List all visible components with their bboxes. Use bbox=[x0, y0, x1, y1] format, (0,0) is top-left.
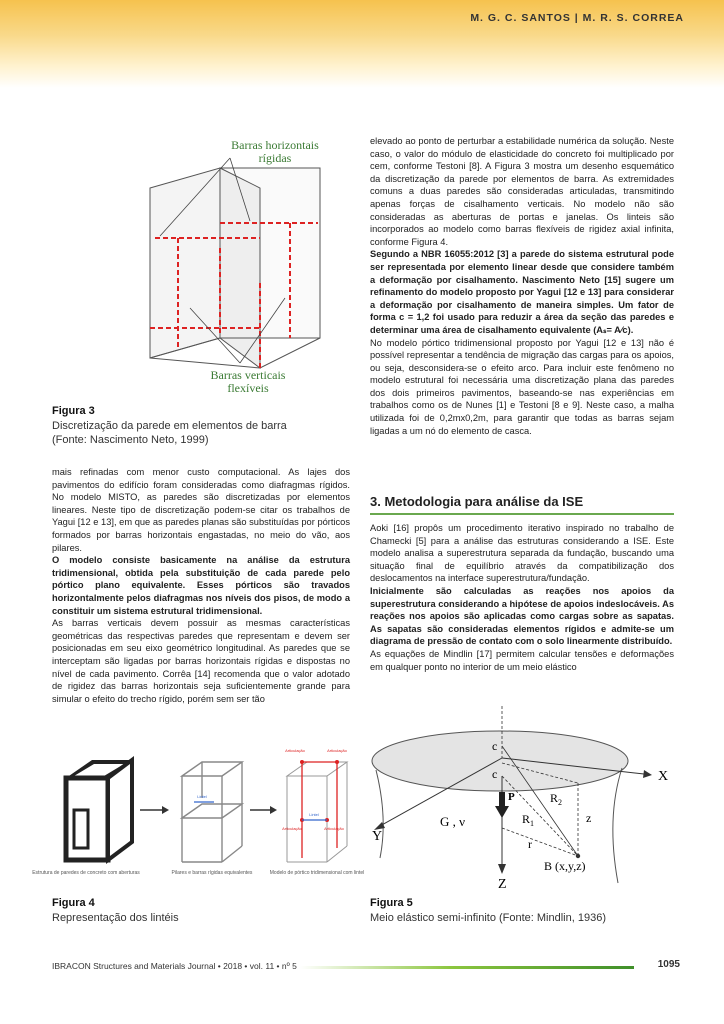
figure-5-drawing bbox=[368, 698, 678, 898]
fig5-z: z bbox=[586, 811, 592, 825]
fig3-label-bottom2: flexíveis bbox=[227, 381, 269, 395]
fig5-b: B (x,y,z) bbox=[544, 859, 586, 873]
fig5-gv: G , ν bbox=[440, 814, 466, 829]
fig4-art-3: Articulação bbox=[282, 826, 302, 831]
fig4-lintel-2: Lintel bbox=[309, 812, 319, 817]
fig5-x: X bbox=[658, 769, 669, 784]
fig4-sub3: Modelo de pórtico tridimensional com lintel bbox=[269, 870, 365, 876]
fig5-r: r bbox=[528, 837, 532, 851]
figure-3-drawing bbox=[120, 128, 360, 398]
right-column-text bbox=[370, 135, 674, 437]
page-number: 1095 bbox=[657, 959, 680, 970]
section-heading: 3. Metodologia para análise da ISE bbox=[370, 494, 584, 509]
paragraph: O modelo consiste basicamente na análise da estrutura tridimensional, obtida pela substituição de cada parede pelo pórtico plano equivalente. Esses pórticos são travados horizontalmente pelos diafragmas nos níveis dos pisos, de modo a constituir um sistema estrutural tridimensional. bbox=[52, 555, 350, 616]
paragraph: Aoki [16] propôs um procedimento iterativo inspirado no trabalho de Chamecki [5] para a análise das estruturas considerando a ISE. Este modelo analisa a superestrutura separada da fundação, buscando uma situação final de equilíbrio através da compatibilização dos deslocamentos na interface superestrutura/fundação. bbox=[370, 523, 674, 584]
fig4-lintel-1: Lintel bbox=[197, 794, 207, 799]
figure-3-caption-2: (Fonte: Nascimento Neto, 1999) bbox=[52, 434, 209, 446]
fig3-label-bottom: Barras verticais bbox=[210, 368, 286, 382]
fig4-art-1: Articulação bbox=[285, 748, 305, 753]
left-column-text bbox=[52, 466, 350, 705]
figure-4-drawing bbox=[32, 738, 365, 893]
paragraph: Segundo a NBR 16055:2012 [3] a parede do sistema estrutural pode ser representada por elemento linear desde que considere também a deformação por cisalhamento. Nascimento Neto [15] sugere um refinamento do modelo proposto por Yagui [12 e 13] para considerar a deformação por cisalhamento de maneira simples. Um fator de forma c = 1,2 foi usado para reduzir a área da seção das paredes e determinar uma área de cisalhamento equivalente (Aₛ= A⁄c). bbox=[370, 249, 674, 335]
figure-3-title: Figura 3 bbox=[52, 405, 95, 417]
fig4-sub1: Estrutura de paredes de concreto com aberturas bbox=[32, 870, 140, 876]
fig3-label-top2: rígidas bbox=[258, 151, 292, 165]
paragraph: As barras verticais devem possuir as mesmas características geométricas das respectivas paredes que representam e devem ser posicionadas em seu eixo geométrico longitudinal. As paredes que se interceptam são ligadas por barras horizontais rígidas e dispostas no nível de cada pavimento. Corrêa [14] recomenda que o valor adotado de rigidez das barras horizontais seja suficientemente grande para simular o efeito do trecho rígido, porém sem ser tão bbox=[52, 618, 350, 704]
paragraph: As equações de Mindlin [17] permitem calcular tensões e deformações em qualquer ponto no interior de um meio elástico bbox=[370, 648, 674, 672]
fig5-c2: c bbox=[492, 767, 498, 781]
figure-5-caption: Meio elástico semi-infinito (Fonte: Mindlin, 1936) bbox=[370, 912, 606, 924]
fig5-r1: $R_1$ bbox=[522, 812, 535, 828]
figure-5-title: Figura 5 bbox=[370, 897, 413, 909]
fig4-art-2: Articulação bbox=[327, 748, 347, 753]
section-text bbox=[370, 522, 674, 673]
header-authors: M. G. C. SANTOS | M. R. S. CORREA bbox=[470, 12, 684, 24]
figure-3-caption-1: Discretização da parede em elementos de barra bbox=[52, 420, 287, 432]
section-rule bbox=[370, 513, 674, 515]
fig5-z-axis: Z bbox=[498, 877, 507, 892]
figure-4-caption: Representação dos lintéis bbox=[52, 912, 179, 924]
paragraph: mais refinadas com menor custo computacional. As lajes dos pavimentos do edifício foram consideradas como diafragmas rígidos. No modelo MISTO, as paredes são discretizadas por elementos lineares. Neste tipo de discretização podem-se citar os trabalhos de Yagui [12 e 13], em que as paredes planas são substituídas por pórticos formados por barras horizontais engastadas, no meio do vão, aos pilares. bbox=[52, 467, 350, 553]
fig5-c1: c bbox=[492, 739, 498, 753]
figure-4-title: Figura 4 bbox=[52, 897, 95, 909]
paragraph: Inicialmente são calculadas as reações nos apoios da superestrutura considerando a hipótese de apoios indeslocáveis. As reações nos apoios são aplicadas como cargas sobre as sapatas. As sapatas são consideradas elementos rígidos e admite-se um diagrama de pressão de contato com o solo linearmente distribuído. bbox=[370, 585, 674, 647]
fig5-r2: $R_2$ bbox=[550, 791, 563, 807]
footer-rule bbox=[300, 966, 634, 969]
fig5-p: P bbox=[508, 791, 515, 803]
paragraph: elevado ao ponto de perturbar a estabilidade numérica da solução. Neste caso, o valor do módulo de elasticidade do concreto foi multiplicado por cem, conforme Testoni [8]. A Figura 3 mostra um desenho esquemático da discretização da parede por elementos de barra. As extremidades comuns a duas paredes são consideradas articuladas, transmitindo apenas forças de cisalhamento verticais. No modelo não são consideradas as aberturas de portas e janelas. Os linteis são incorporados ao modelo como barras flexíveis de rigidez axial infinita, conforme Figura 4. bbox=[370, 136, 674, 247]
fig4-sub2: Pilares e barras rígidas equivalentes bbox=[171, 870, 253, 876]
footer-journal: IBRACON Structures and Materials Journal • 2018 • vol. 11 • nº 5 bbox=[52, 961, 297, 971]
fig5-y: Y bbox=[372, 829, 383, 844]
paragraph: No modelo pórtico tridimensional proposto por Yagui [12 e 13] não é possível representar a tendência de migração das cargas para os apoios, ou seja, desconsidera-se o efeito arco. Para incluir este fenômeno no modelo estrutural foi necessária uma discretização plana das paredes dos dois primeiros pavimentos, baseando-se nas experiências em trabalhos como os de Nunes [1] e Testoni [8 e 9]. Neste caso, a malha utilizada foi de 0,2mx0,2m, para garantir que todas as barras sejam ligadas a um nó do elemento de casca. bbox=[370, 337, 674, 436]
fig3-label-top: Barras horizontais bbox=[231, 138, 319, 152]
fig4-art-4: Articulação bbox=[324, 826, 344, 831]
